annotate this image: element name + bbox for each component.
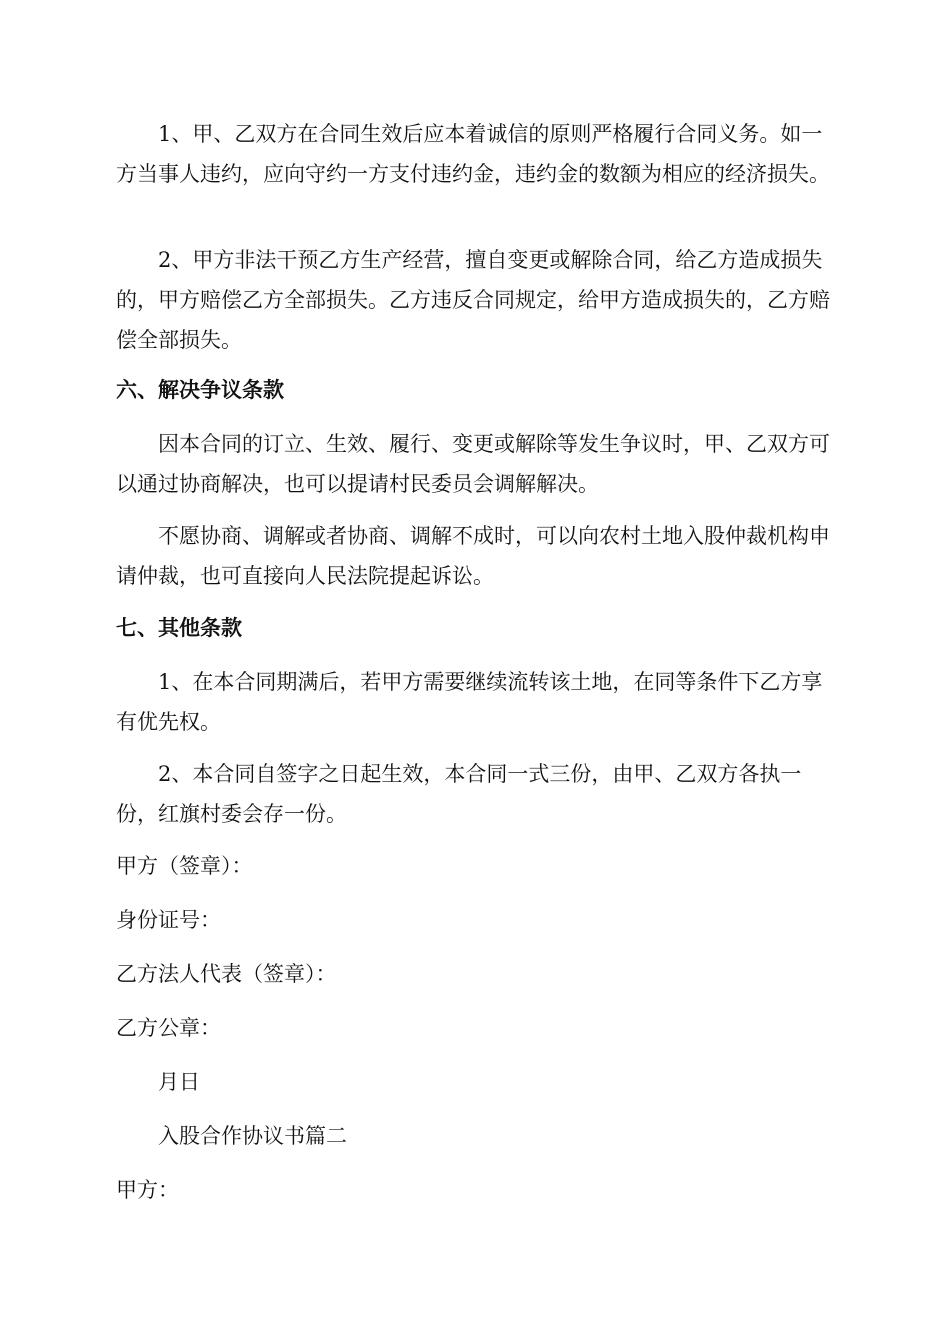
paragraph-breach-1: 1、甲、乙双方在合同生效后应本着诚信的原则严格履行合同义务。如一方当事人违约，应向守约一方支付违约金，违约金的数额为相应的经济损失。 (116, 122, 830, 186)
section-heading-other: 七、其他条款 (116, 615, 242, 640)
next-document-title: 入股合作协议书篇二 (158, 1124, 347, 1148)
signature-date: 月日 (158, 1070, 200, 1094)
paragraph-dispute-2: 不愿协商、调解或者协商、调解不成时，可以向农村土地入股仲裁机构申请仲裁，也可直接向人民法院提起诉讼。 (116, 524, 830, 588)
signature-party-b-seal: 乙方公章： (116, 1016, 221, 1040)
section-heading-dispute: 六、解决争议条款 (116, 377, 284, 402)
paragraph-other-2: 2、本合同自签字之日起生效，本合同一式三份，由甲、乙双方各执一份，红旗村委会存一份。 (116, 762, 802, 826)
next-party-a: 甲方： (116, 1178, 179, 1202)
signature-id-number: 身份证号： (116, 908, 221, 932)
paragraph-other-1: 1、在本合同期满后，若甲方需要继续流转该土地，在同等条件下乙方享有优先权。 (116, 670, 823, 734)
paragraph-breach-2: 2、甲方非法干预乙方生产经营，擅自变更或解除合同，给乙方造成损失的，甲方赔偿乙方全部损失。乙方违反合同规定，给甲方造成损失的，乙方赔偿全部损失。 (116, 248, 830, 352)
signature-party-a: 甲方（签章）： (116, 854, 253, 878)
paragraph-dispute-1: 因本合同的订立、生效、履行、变更或解除等发生争议时，甲、乙双方可以通过协商解决，也可以提请村民委员会调解解决。 (116, 432, 830, 496)
signature-party-b-rep: 乙方法人代表（签章）： (116, 962, 337, 986)
